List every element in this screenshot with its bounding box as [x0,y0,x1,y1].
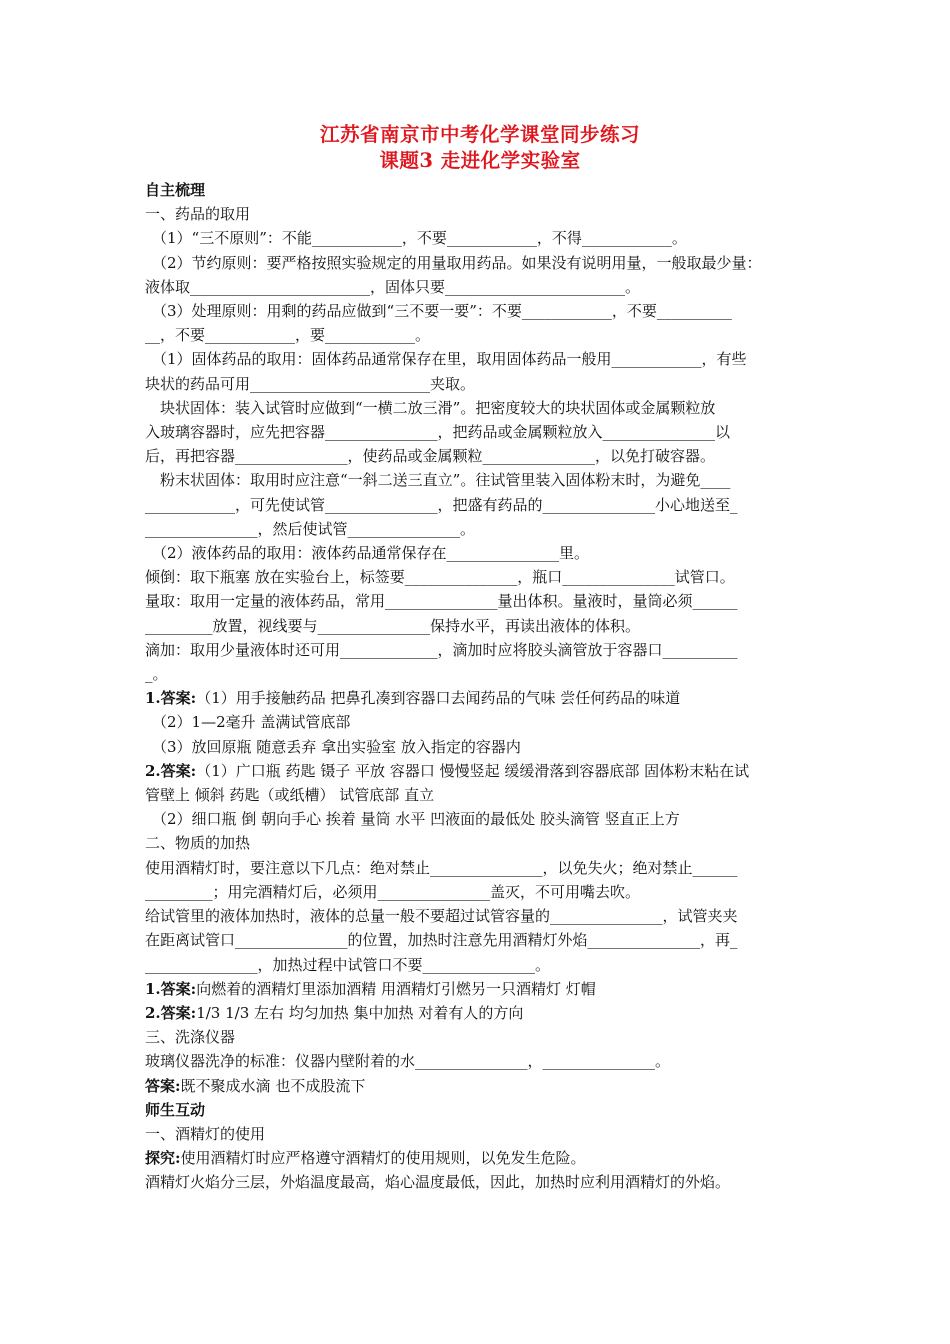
text-line: 玻璃仪器洗净的标准：仪器内壁附着的水_______________，_______________。 [145,1052,671,1071]
text-line: 量取：取用一定量的液体药品，常用_______________量出体积。量液时，量筒必须______ [145,592,738,611]
text-line: 三、洗涤仪器 [145,1028,236,1047]
answer-line [145,1146,815,1170]
text-line: _________；用完酒精灯后，必须用_______________盖灭，不可用嘴去吹。 [145,882,641,901]
answer-label: 答案: [145,1076,181,1095]
answer-label: 探究: [145,1149,181,1168]
text-line: 在距离试管口_______________的位置，加热时注意先用酒精灯外焰_______________，再_ [145,931,738,950]
answer-line [145,977,815,1001]
text-line: _______________，然后使试管_______________。 [145,519,476,538]
text-line: _________放置，视线要与_______________保持水平，再读出液体的体积。 [145,616,641,635]
answer-label: 1.答案: [145,979,197,998]
text-line: （2）细口瓶 倒 朝向手心 挨着 量筒 水平 凹液面的最低处 胶头滴管 竖直正上方 [152,810,680,829]
text-line: （2）1—2毫升 盖满试管底部 [152,713,351,732]
lesson-title: 课题3 走进化学实验室 [379,149,581,172]
text-line: 后，再把容器_______________，使药品或金属颗粒_______________，以免打破容器。 [145,447,716,466]
answer-label: 2.答案: [145,761,197,780]
text-line: 块状的药品可用________________________夹取。 [145,374,476,393]
text-line: _。 [145,665,168,684]
document-page [145,120,815,1195]
text-line: 给试管里的液体加热时，液体的总量一般不要超过试管容量的_______________，试管夹夹 [145,907,738,926]
document-title: 江苏省南京市中考化学课堂同步练习 [319,123,640,146]
section-heading: 自主梳理 [145,181,206,199]
answer-line [145,686,815,710]
text-line: 一、药品的取用 [145,205,251,224]
text-line: __，不要____________，要____________。 [145,326,431,345]
answer-label: 1.答案: [145,689,197,708]
text-line: 入玻璃容器时，应先把容器_______________，把药品或金属颗粒放入_______________以 [145,423,731,442]
text-line: 酒精灯火焰分三层，外焰温度最高，焰心温度最低，因此，加热时应利用酒精灯的外焰。 [145,1173,731,1192]
text-line: 管壁上 倾斜 药匙（或纸槽） 试管底部 直立 [145,786,435,805]
answer-text: 1/3 1/3 左右 均匀加热 集中加热 对着有人的方向 [196,1003,524,1022]
text-line: （2）液体药品的取用：液体药品通常保存在_______________里。 [152,544,590,563]
text-line: _______________，加热过程中试管口不要_______________。 [145,955,551,974]
text-line: 倾倒：取下瓶塞 放在实验台上，标签要_______________，瓶口_______________试管口。 [145,568,735,587]
answer-text: 既不聚成水滴 也不成股流下 [180,1076,366,1095]
text-line: （3）放回原瓶 随意丢弃 拿出实验室 放入指定的容器内 [152,737,521,756]
document-body [145,178,815,1195]
text-line: 粉末状固体：取用时应注意“一斜二送三直立”。往试管里装入固体粉末时，为避免____ [160,471,731,490]
answer-line [145,1074,815,1098]
answer-line [145,1001,815,1025]
text-line: （1）“三不原则”：不能____________，不要____________，不得____________。 [152,229,687,248]
answer-text: 使用酒精灯时应严格遵守酒精灯的使用规则，以免发生危险。 [180,1149,586,1168]
text-line: 滴加：取用少量液体时还可用_____________，滴加时应将胶头滴管放于容器口__________ [145,640,738,659]
answer-text: 向燃着的酒精灯里添加酒精 用酒精灯引燃另一只酒精灯 灯帽 [196,979,596,998]
text-line: 使用酒精灯时，要注意以下几点：绝对禁止_______________，以免失火；绝对禁止______ [145,858,738,877]
text-line: 块状固体：装入试管时应做到“一横二放三滑”。把密度较大的块状固体或金属颗粒放 [160,398,716,417]
answer-text: （1）用手接触药品 把鼻孔凑到容器口去闻药品的气味 尝任何药品的味道 [196,689,681,708]
answer-label: 2.答案: [145,1003,197,1022]
text-line: 一、酒精灯的使用 [145,1124,266,1143]
text-line: （2）节约原则：要严格按照实验规定的用量取用药品。如果没有说明用量，一般取最少量： [152,253,762,272]
text-line: 二、物质的加热 [145,834,251,853]
text-line: 液体取________________________，固体只要________________________。 [145,277,641,296]
answer-text: （1）广口瓶 药匙 镊子 平放 容器口 慢慢竖起 缓缓滑落到容器底部 固体粉末粘在试 [196,761,750,780]
section-heading: 师生互动 [145,1100,206,1119]
text-line: ____________，可先使试管_______________，把盛有药品的_______________小心地送至_ [145,495,738,514]
answer-line [145,759,815,783]
text-line: （3）处理原则：用剩的药品应做到“三不要一要”：不要____________，不要__________ [152,302,732,321]
text-line: （1）固体药品的取用：固体药品通常保存在里，取用固体药品一般用____________，有些 [152,350,747,369]
